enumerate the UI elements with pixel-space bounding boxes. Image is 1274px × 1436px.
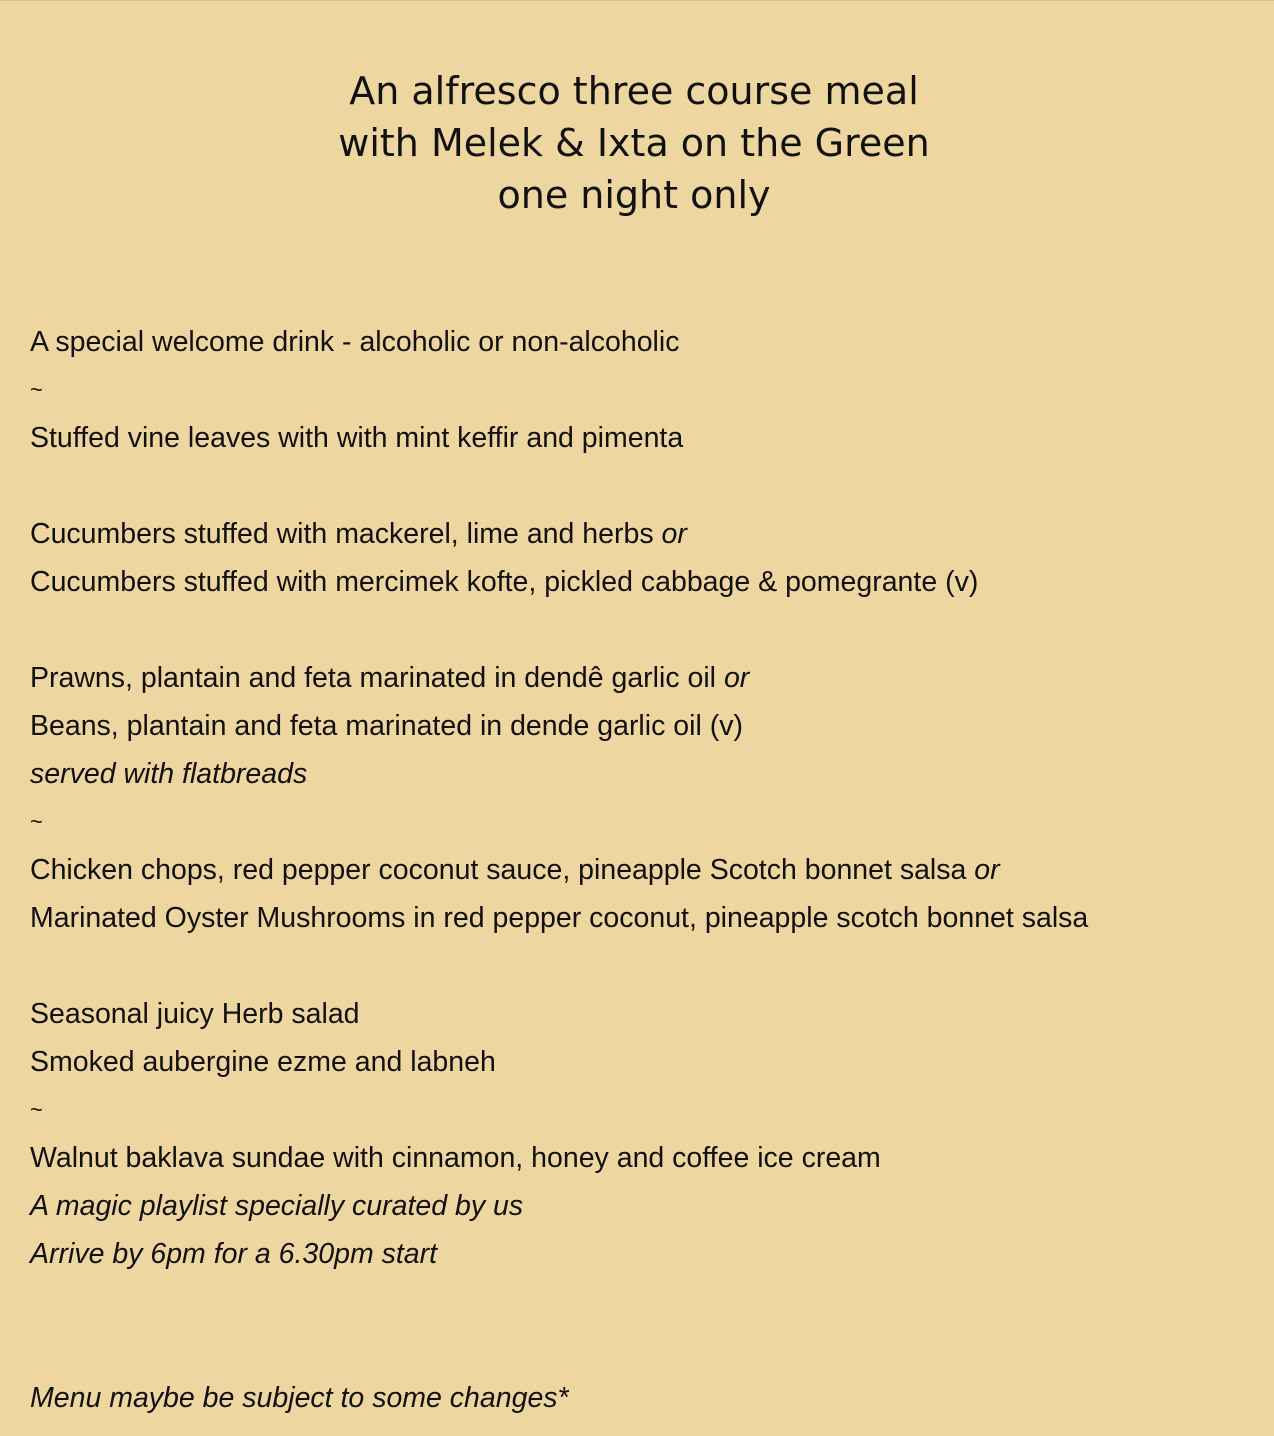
menu-item-text: Prawns, plantain and feta marinated in dendê garlic oil (30, 662, 717, 694)
menu-disclaimer: Menu maybe be subject to some changes* (30, 1382, 569, 1414)
heading-line-3: one night only (497, 173, 771, 217)
menu-item-text: Chicken chops, red pepper coconut sauce, pineapple Scotch bonnet salsa (30, 854, 967, 886)
menu-item-chicken (30, 846, 1266, 894)
playlist-note: A magic playlist specially curated by us (30, 1190, 524, 1222)
or-label: or (723, 662, 750, 694)
menu-item-cucumber-mackerel (30, 510, 1266, 558)
menu-item-text: Cucumbers stuffed with mackerel, lime and herbs (30, 518, 654, 550)
event-heading (0, 65, 1268, 221)
menu-item-dessert: Walnut baklava sundae with cinnamon, honey and coffee ice cream (30, 1142, 881, 1174)
menu-item-mushrooms: Marinated Oyster Mushrooms in red pepper coconut, pineapple scotch bonnet salsa (30, 902, 1089, 934)
menu-item-beans: Beans, plantain and feta marinated in dende garlic oil (v) (30, 710, 743, 742)
menu-item-aubergine: Smoked aubergine ezme and labneh (30, 1046, 496, 1078)
course-separator: ~ (30, 1097, 43, 1122)
course-separator: ~ (30, 377, 43, 402)
menu-item-vine-leaves: Stuffed vine leaves with with mint keffir and pimenta (30, 422, 684, 454)
flatbreads-note: served with flatbreads (30, 758, 308, 790)
or-label: or (974, 854, 1000, 886)
course-separator: ~ (30, 809, 43, 834)
menu-list (30, 318, 1266, 1422)
menu-item-cucumber-kofte: Cucumbers stuffed with mercimek kofte, pickled cabbage & pomegrante (v) (30, 566, 979, 598)
menu-item-welcome-drink: A special welcome drink - alcoholic or non-alcoholic (30, 326, 680, 358)
or-label: or (661, 518, 687, 550)
heading-line-1: An alfresco three course meal (349, 69, 919, 113)
heading-line-2: with Melek & Ixta on the Green (338, 121, 930, 165)
arrival-note: Arrive by 6pm for a 6.30pm start (30, 1238, 438, 1270)
menu-item-salad: Seasonal juicy Herb salad (30, 998, 360, 1030)
menu-item-prawns (30, 654, 1266, 702)
